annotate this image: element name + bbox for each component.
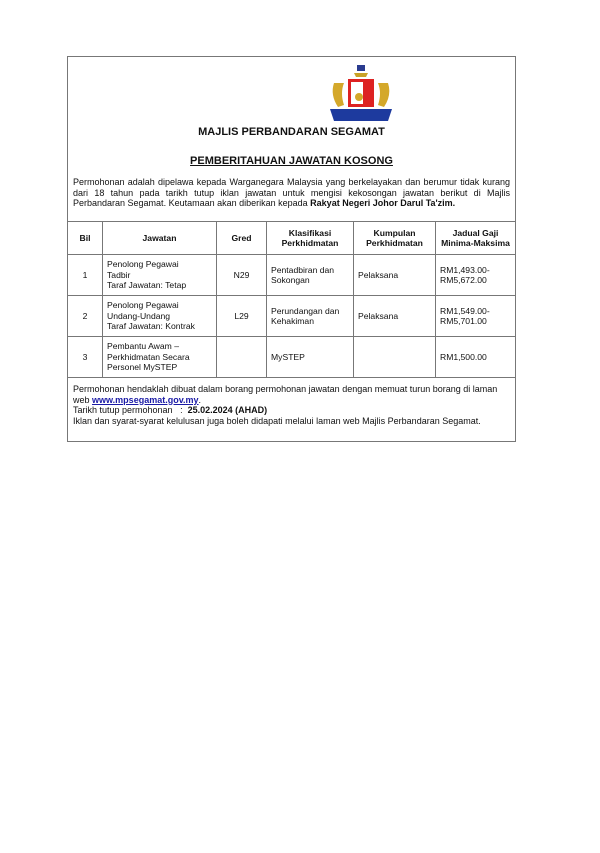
- intro-priority: Rakyat Negeri Johor Darul Ta'zim.: [310, 198, 456, 208]
- footer-notes: [73, 384, 510, 426]
- jawatan-line: Penolong Pegawai: [107, 300, 179, 311]
- header-gred: Gred: [217, 222, 267, 255]
- additional-info: Iklan dan syarat-syarat kelulusan juga boleh didapati melalui laman web Majlis Perbandaran Segamat.: [73, 415, 481, 426]
- header-bil: Bil: [68, 222, 103, 255]
- header-jawatan: Jawatan: [103, 222, 217, 255]
- table-row: [68, 337, 516, 378]
- klasifikasi-line: Sokongan: [271, 275, 310, 285]
- municipal-crest-logo: [326, 65, 396, 125]
- intro-text: Permohonan adalah dipelawa kepada Warganegara Malaysia yang berkelayakan dan berumur tidak kurang dari 18 tahun pada tarikh tutup iklan jawatan untuk mengisi kekosongan jawatan berikut di Majlis Perbandaran Segamat. Keutamaan akan diberikan kepada: [73, 177, 510, 208]
- jawatan-line: Taraf Jawatan: Tetap: [107, 280, 187, 291]
- klasifikasi-line: Perundangan dan: [271, 305, 340, 316]
- cell-bil: 2: [68, 296, 103, 337]
- notice-document: [67, 56, 516, 442]
- jawatan-line: Personel MySTEP: [107, 362, 178, 373]
- cell-gaji: [436, 255, 516, 296]
- table-header-row: [68, 222, 516, 255]
- intro-paragraph: [73, 177, 510, 209]
- cell-jawatan: [103, 296, 217, 337]
- cell-jawatan: [103, 255, 217, 296]
- header-gaji: Jadual Gaji Minima-Maksima: [436, 222, 516, 255]
- cell-gred: N29: [217, 255, 267, 296]
- cell-klasifikasi: [267, 255, 354, 296]
- cell-klasifikasi: [267, 337, 354, 378]
- instructions-text: Permohonan hendaklah dibuat dalam borang permohonan jawatan dengan memuat turun borang di laman web: [73, 384, 498, 405]
- cell-bil: 1: [68, 255, 103, 296]
- closing-date-line: [73, 405, 510, 416]
- header-kumpulan: Kumpulan Perkhidmatan: [354, 222, 436, 255]
- notice-title: PEMBERITAHUAN JAWATAN KOSONG: [190, 155, 393, 167]
- klasifikasi-line: MySTEP: [271, 351, 305, 362]
- website-link[interactable]: www.mpsegamat.gov.my: [92, 394, 199, 405]
- gaji-line: RM5,701.00: [440, 316, 487, 326]
- klasifikasi-line: Pentadbiran dan: [271, 264, 335, 275]
- gaji-line: RM1,493.00-: [440, 264, 490, 275]
- jawatan-line: Perkhidmatan Secara: [107, 351, 190, 362]
- cell-klasifikasi: [267, 296, 354, 337]
- cell-gred: L29: [217, 296, 267, 337]
- closing-date-value: 25.02.2024 (AHAD): [187, 405, 268, 415]
- cell-gaji: [436, 337, 516, 378]
- cell-kumpulan: Pelaksana: [354, 255, 436, 296]
- cell-jawatan: [103, 337, 217, 378]
- application-instructions: [73, 384, 510, 405]
- cell-gred: [217, 337, 267, 378]
- jawatan-line: Undang-Undang: [107, 310, 171, 321]
- cell-kumpulan: [354, 337, 436, 378]
- jawatan-line: Penolong Pegawai: [107, 259, 179, 270]
- punctuation: .: [198, 394, 202, 405]
- gaji-line: RM1,549.00-: [440, 305, 490, 316]
- cell-kumpulan: Pelaksana: [354, 296, 436, 337]
- table-row: [68, 296, 516, 337]
- table-row: [68, 255, 516, 296]
- gaji-line: RM1,500.00: [440, 351, 487, 362]
- organization-name: MAJLIS PERBANDARAN SEGAMAT: [198, 126, 385, 138]
- gaji-line: RM5,672.00: [440, 275, 487, 285]
- jawatan-line: Pembantu Awam –: [107, 341, 179, 352]
- closing-date-label: Tarikh tutup permohonan :: [73, 405, 188, 415]
- cell-bil: 3: [68, 337, 103, 378]
- vacancy-table: [67, 221, 516, 378]
- jawatan-line: Tadbir: [107, 269, 131, 280]
- cell-gaji: [436, 296, 516, 337]
- jawatan-line: Taraf Jawatan: Kontrak: [107, 321, 195, 332]
- klasifikasi-line: Kehakiman: [271, 316, 314, 326]
- header-klasifikasi: Klasifikasi Perkhidmatan: [267, 222, 354, 255]
